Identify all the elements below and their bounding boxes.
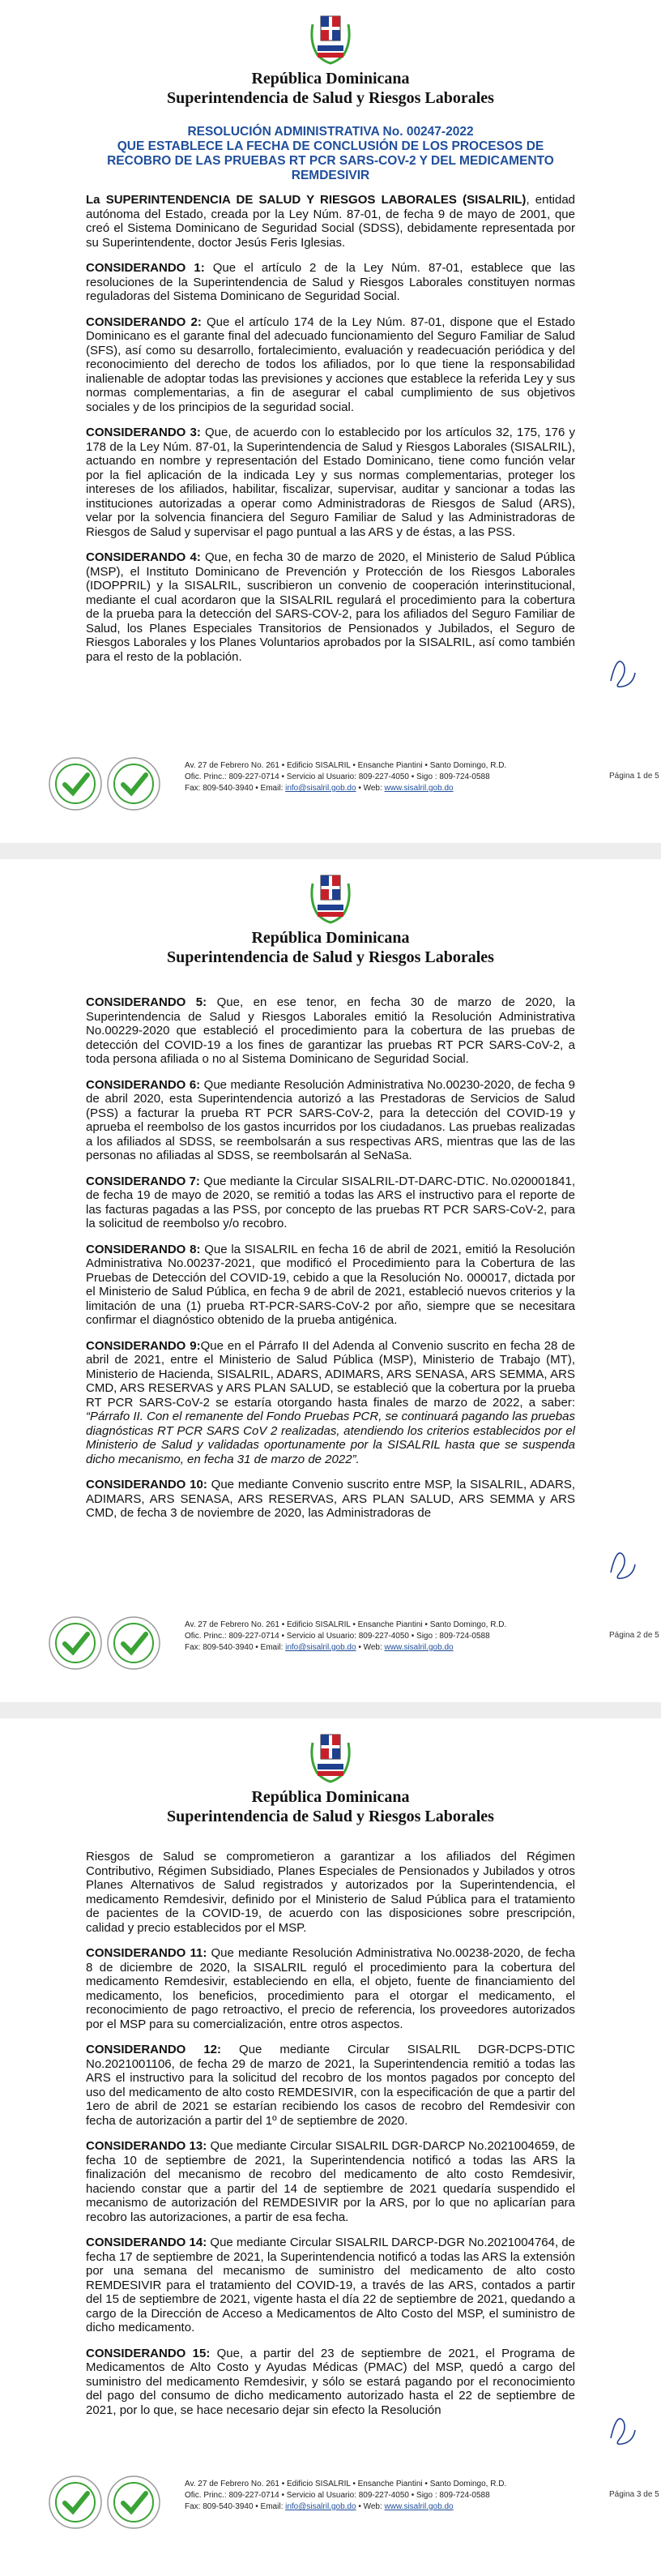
agency-name: Superintendencia de Salud y Riesgos Laborales — [167, 89, 494, 107]
considerando-label: CONSIDERANDO 8: — [86, 1242, 201, 1256]
certification-badge-icon — [47, 2474, 104, 2531]
considerando-label: CONSIDERANDO 14: — [86, 2236, 207, 2249]
considerando-label: CONSIDERANDO 1: — [86, 261, 205, 275]
considerando-label: CONSIDERANDO 4: — [86, 550, 201, 564]
page-footer — [0, 752, 661, 825]
considerando-13 — [86, 2139, 575, 2224]
page-1 — [0, 0, 661, 843]
title-line: RESOLUCIÓN ADMINISTRATIVA No. 00247-2022 — [187, 125, 474, 139]
resolution-title — [86, 125, 575, 183]
considerando-6 — [86, 1078, 575, 1163]
considerando-12 — [86, 2043, 575, 2128]
signature-icon — [606, 1540, 638, 1585]
considerando-11 — [86, 1946, 575, 2031]
certification-badge-icon — [47, 1615, 104, 1671]
footer-contact — [185, 2479, 506, 2513]
considerando-text: Que, a partir del 23 de septiembre de 2021, el Programa de Medicamentos de Alto Costo y Ayudas Médicas (PMAC) del MSP, quedó a cargo del suministro del medicamento Remdesivir, y sólo se estará pagando por el reconocimiento del pago del consumo de dicho medicamento autorizado hasta el 22 de septiembre de 2021, por lo que, se hace necesario dejar sin efecto la Resolución — [86, 2346, 576, 2417]
page-footer — [0, 1611, 661, 1684]
title-line: RECOBRO DE LAS PRUEBAS RT PCR SARS-COV-2 Y DEL MEDICAMENTO — [107, 154, 554, 168]
footer-web-line — [185, 2501, 506, 2513]
page-separator — [0, 1702, 661, 1718]
footer-web-link[interactable]: www.sisalril.gob.do — [384, 1643, 454, 1652]
considerando-label: CONSIDERANDO 11: — [86, 1946, 207, 1960]
page-footer — [0, 2471, 661, 2544]
page-number: Página 3 de 5 — [609, 2490, 659, 2499]
coat-of-arms-icon — [306, 10, 355, 65]
footer-contact — [185, 1620, 506, 1654]
certification-badge-icon — [105, 755, 162, 812]
footer-fax: Fax: 809-540-3940 • Email: — [185, 784, 286, 793]
footer-phones: Ofic. Princ.: 809-227-0714 • Servicio al Usuario: 809-227-4050 • Sigo : 809-724-0588 — [185, 772, 490, 781]
footer-contact — [185, 760, 506, 794]
page-number: Página 2 de 5 — [609, 1631, 659, 1640]
considerando-label: CONSIDERANDO 7: — [86, 1174, 200, 1188]
intro-entity: La SUPERINTENDENCIA DE SALUD Y RIESGOS LABORALES (SISALRIL) — [86, 193, 527, 207]
signature-icon — [606, 648, 638, 694]
footer-address: Av. 27 de Febrero No. 261 • Edificio SISALRIL • Ensanche Piantini • Santo Domingo, R.D. — [185, 2480, 507, 2488]
title-line: QUE ESTABLECE LA FECHA DE CONCLUSIÓN DE LOS PROCESOS DE — [117, 139, 544, 153]
page-3-body — [86, 1850, 575, 2428]
considerando-text: Que mediante Resolución Administrativa No.00230-2020, de fecha 9 de abril 2020, esta Superintendencia autorizó a las Prestadoras de Servicios de Salud (PSS) a facturar la prueba RT PCR SARS-CoV-2, para la detección del COVID-19 y aprueba el reembolso de los gastos incurridos por los ciudadanos. Las pruebas realizadas a los afiliados al SDSS, se reembolsarán a sus respectivas ARS, mientras que las de las personas no afiliadas al SDSS, se reembolsarán al SeNaSa. — [86, 1077, 575, 1162]
certification-badge-icon — [105, 2474, 162, 2531]
considerando-label: CONSIDERANDO 3: — [86, 426, 201, 439]
footer-phones: Ofic. Princ.: 809-227-0714 • Servicio al Usuario: 809-227-4050 • Sigo : 809-724-0588 — [185, 2491, 490, 2500]
title-line: REMDESIVIR — [291, 169, 370, 182]
considerando-text: Que en el Párrafo II del Adenda al Convenio suscrito en fecha 28 de abril de 2021, entre el Ministerio de Salud Pública (MSP), Ministerio de Trabajo (MT), Ministerio de Hacienda, SISALRIL, ADARS, ADIMARS, ARS SENASA, ARS SEMMA, ARS CMD, ARS RESERVAS y ARS PLAN SALUD, se estableció que la cobertura por la prueba RT PCR SARS-CoV-2 se estaría otorgando hasta finales de marzo de 2022, a saber: — [86, 1338, 575, 1410]
footer-phones: Ofic. Princ.: 809-227-0714 • Servicio al Usuario: 809-227-4050 • Sigo : 809-724-0588 — [185, 1632, 490, 1641]
considerando-text: Que mediante la Circular SISALRIL-DT-DARC-DTIC. No.020001841, de fecha 19 de mayo de 2020, se remitió a todas las ARS el instructivo para el reporte de las facturas pagadas a las PSS, por concepto de las pruebas RT PCR SARS-CoV-2, para la solicitud de reembolso y/o recobro. — [86, 1174, 575, 1230]
footer-fax: Fax: 809-540-3940 • Email: — [185, 1643, 286, 1652]
considerando-label: CONSIDERANDO 15: — [86, 2346, 211, 2360]
footer-address: Av. 27 de Febrero No. 261 • Edificio SISALRIL • Ensanche Piantini • Santo Domingo, R.D. — [185, 1620, 507, 1629]
considerando-3 — [86, 426, 575, 539]
page-separator — [0, 843, 661, 859]
considerando-15 — [86, 2347, 575, 2418]
continuation-paragraph: Riesgos de Salud se comprometieron a garantizar a los afiliados del Régimen Contributivo, Régimen Subsidiado, Planes Especiales de Pensionados y Jubilados y otros Planes Alternativos de Salud registrados y autorizados por la Superintendencia, el medicamento Remdesivir, definido por el Ministerio de Salud Pública para el tratamiento de pacientes de la COVID-19, de acuerdo con las disposiciones sobre prescripción, calidad y precio establecidos por el MSP. — [86, 1850, 575, 1935]
footer-web-link[interactable]: www.sisalril.gob.do — [384, 2502, 454, 2511]
page-number: Página 1 de 5 — [609, 772, 659, 781]
considerando-14 — [86, 2236, 575, 2335]
considerando-10 — [86, 1478, 575, 1521]
considerando-9 — [86, 1339, 575, 1467]
considerando-label: CONSIDERANDO 2: — [86, 315, 202, 329]
considerando-4 — [86, 550, 575, 664]
footer-fax: Fax: 809-540-3940 • Email: — [185, 2502, 286, 2511]
intro-paragraph — [86, 193, 575, 250]
considerando-text: Que la SISALRIL en fecha 16 de abril de 2021, emitió la Resolución Administrativa No.00237-2021, que modificó el Procedimiento para la Cobertura de las Pruebas de Detección del COVID-19, cebido a que la Resolución No. 000017, dictada por el Ministerio de Salud Pública, en fecha 9 de abril de 2021, estableció nuevos criterios y la limitación de una (1) prueba RT-PCR-SARS-CoV-2 por año, siempre que se necesitara confirmar el diagnóstico obtenido de la prueba antigénica. — [86, 1242, 575, 1327]
country-name: República Dominicana — [251, 1788, 410, 1806]
page-2-body — [86, 995, 575, 1532]
considerando-text: Que el artículo 174 de la Ley Núm. 87-01, dispone que el Estado Dominicano es el garante final del adecuado funcionamiento del Seguro Familiar de Salud (SFS), así como su desarrollo, fortalecimiento, evaluación y readecuación periódica y del reconocimiento del derecho de todos los afiliados, por lo que tiene la responsabilidad inalienable de adoptar todas las previsiones y acciones que establece la referida Ley y sus normas complementarias, a fin de asegurar el cabal cumplimiento de sus objetivos sociales y de los principios de la seguridad social. — [86, 315, 575, 414]
country-name: República Dominicana — [251, 70, 410, 88]
coat-of-arms-icon — [306, 1728, 355, 1783]
agency-name: Superintendencia de Salud y Riesgos Laborales — [167, 948, 494, 966]
footer-email-link[interactable]: info@sisalril.gob.do — [285, 1643, 356, 1652]
considerando-5 — [86, 995, 575, 1067]
certification-badge-icon — [105, 1615, 162, 1671]
footer-web-line — [185, 1642, 506, 1654]
considerando-label: CONSIDERANDO 10: — [86, 1478, 207, 1491]
certification-badge-icon — [47, 755, 104, 812]
considerando-label: CONSIDERANDO 13: — [86, 2139, 207, 2153]
considerando-quote: “Párrafo II. Con el remanente del Fondo Pruebas PCR, se continuará pagando las pruebas diagnósticas RT PCR SARS CoV 2 realizadas, atendiendo los criterios establecidos por el Ministerio de Salud y validadas oportunamente por la SISALRIL hasta que se suspenda dicho mecanismo, en fecha 31 de marzo de 2022”. — [86, 1410, 575, 1466]
page-3 — [0, 1718, 661, 2561]
footer-web-line — [185, 783, 506, 794]
intro-text: , entidad autónoma del Estado, creada por la Ley Núm. 87-01, de fecha 9 de mayo de 2001, que creó el Sistema Dominicano de Seguridad Social (SDSS), debidamente representada por su Superintendente, doctor Jesús Feris Iglesias. — [86, 193, 576, 250]
considerando-text: Que, en fecha 30 de marzo de 2020, el Ministerio de Salud Pública (MSP), el Instituto Dominicano de Prevención y Protección de los Riesgos Laborales (IDOPPRIL) y la SISALRIL, suscribieron un convenio de cooperación interinstitucional, mediante el cual acordaron que la SISALRIL regulará el procedimiento para la cobertura de la prueba para la detección del SARS-COV-2, para los afiliados del Seguro Familiar de Salud, los Planes Especiales Transitorios de Pensionados y Jubilados, el Seguro de Riesgos Laborales y los Planes Voluntarios aprobados por la SISALRIL, así como también para el resto de la población. — [86, 550, 575, 664]
considerando-text: Que, de acuerdo con lo establecido por los artículos 32, 175, 176 y 178 de la Ley Núm. 87-01, la Superintendencia de Salud y Riesgos Laborales (SISALRIL), actuando en nombre y representación del Estado Dominicano, tiene como función velar por la fiel aplicación de la indicada Ley y sus normas complementarias, proteger los intereses de los afiliados, habilitar, fiscalizar, supervisar, auditar y sancionar a todas las instituciones autorizadas a operar como Administradoras de Riesgos de Salud (ARS), velar por la solvencia financiera del Seguro Familiar de Salud y las Administradoras de Riesgos de Salud y supervisar el pago puntual a las ARS y de éstas, a las PSS. — [86, 426, 575, 539]
footer-web-link[interactable]: www.sisalril.gob.do — [384, 784, 454, 793]
footer-web-label: • Web: — [356, 1643, 385, 1652]
considerando-text: Que mediante Circular SISALRIL DARCP-DGR No.2021004764, de fecha 17 de septiembre de 2021, la Superintendencia notificó a todas las ARS la extensión por una semana del mecanismo de suministro del medicamento de alto costo REMDESIVIR para el tratamiento del COVID-19, a través de las ARS, contados a partir del 15 de septiembre de 2021, vigente hasta el día 22 de septiembre de 2021, quedando a cargo de la Dirección de Acceso a Medicamentos de Alto Costo del MSP, el suministro de dicho medicamento. — [86, 2236, 576, 2334]
signature-icon — [606, 2406, 638, 2451]
considerando-text: Que el artículo 2 de la Ley Núm. 87-01, establece que las resoluciones de la Superintendencia de Salud y Riesgos Laborales constituyen normas reguladoras del Sistema Dominicano de Seguridad Social. — [86, 261, 575, 303]
considerando-7 — [86, 1175, 575, 1231]
footer-email-link[interactable]: info@sisalril.gob.do — [285, 784, 356, 793]
footer-address: Av. 27 de Febrero No. 261 • Edificio SISALRIL • Ensanche Piantini • Santo Domingo, R.D. — [185, 761, 507, 770]
considerando-2 — [86, 315, 575, 415]
footer-email-link[interactable]: info@sisalril.gob.do — [285, 2502, 356, 2511]
considerando-label: CONSIDERANDO 9: — [86, 1338, 201, 1353]
considerando-label: CONSIDERANDO 5: — [86, 995, 207, 1009]
considerando-label: CONSIDERANDO 12: — [86, 2043, 222, 2056]
footer-web-label: • Web: — [356, 2502, 385, 2511]
considerando-text: Que mediante Convenio suscrito entre MSP, la SISALRIL, ADARS, ADIMARS, ARS SENASA, ARS RESERVAS, ARS PLAN SALUD, ARS SEMMA y ARS CMD, de fecha 3 de noviembre de 2020, las Administradoras de — [86, 1478, 576, 1520]
considerando-text: Que mediante Circular SISALRIL DGR-DCPS-DTIC No.2021001106, de fecha 29 de marzo de 2021, la Superintendencia remitió a todas las ARS el instructivo para la solicitud del recobro de los montos pagados por concepto del uso del medicamento de alto costo REMDESIVIR, con la especificación de que a partir del 1ero de abril de 2021 se estarían recibiendo los casos de recobro del Remdesivir con fecha de autorización a partir del 1º de septiembre de 2020. — [86, 2043, 576, 2128]
page-2 — [0, 859, 661, 1702]
country-name: República Dominicana — [251, 929, 410, 947]
coat-of-arms-icon — [306, 869, 355, 924]
footer-web-label: • Web: — [356, 784, 385, 793]
considerando-1 — [86, 261, 575, 304]
agency-name: Superintendencia de Salud y Riesgos Laborales — [167, 1808, 494, 1825]
considerando-text: Que mediante Resolución Administrativa No.00238-2020, de fecha 8 de diciembre de 2020, la SISALRIL reguló el procedimiento para la cobertura del medicamento Remdesivir, estableciendo en ella, el objeto, fuente de financiamiento del medicamento, los beneficios, procedimiento para el otorgar el medicamento, el reconocimiento de pago retroactivo, el precio de referencia, los proveedores autorizados por el MSP para su comercialización, entre otros aspectos. — [86, 1946, 575, 2031]
considerando-label: CONSIDERANDO 6: — [86, 1077, 201, 1092]
considerando-8 — [86, 1243, 575, 1328]
considerando-text: Que mediante Circular SISALRIL DGR-DARCP No.2021004659, de fecha 10 de septiembre de 2021, la Superintendencia notificó a todas las ARS la finalización del mecanismo de recobro del medicamento de alto costo Remdesivir, haciendo constar que a partir del 14 de septiembre de 2021 quedaría suspendido el mecanismo de autorización del REMDESIVIR por la ARS, por lo que no aplicarían para recobro las autorizaciones, a partir de esa fecha. — [86, 2139, 575, 2224]
considerando-text: Que, en ese tenor, en fecha 30 de marzo de 2020, la Superintendencia de Salud y Riesgos Laborales emitió la Resolución Administrativa No.00229-2020 que estableció el procedimiento para la cobertura de las pruebas de detección del COVID-19 a los fines de garantizar las pruebas RT PCR SARS-CoV-2, a toda persona afiliada o no al Sistema Dominicano de Seguridad Social. — [86, 995, 575, 1066]
page-1-body — [86, 125, 575, 675]
